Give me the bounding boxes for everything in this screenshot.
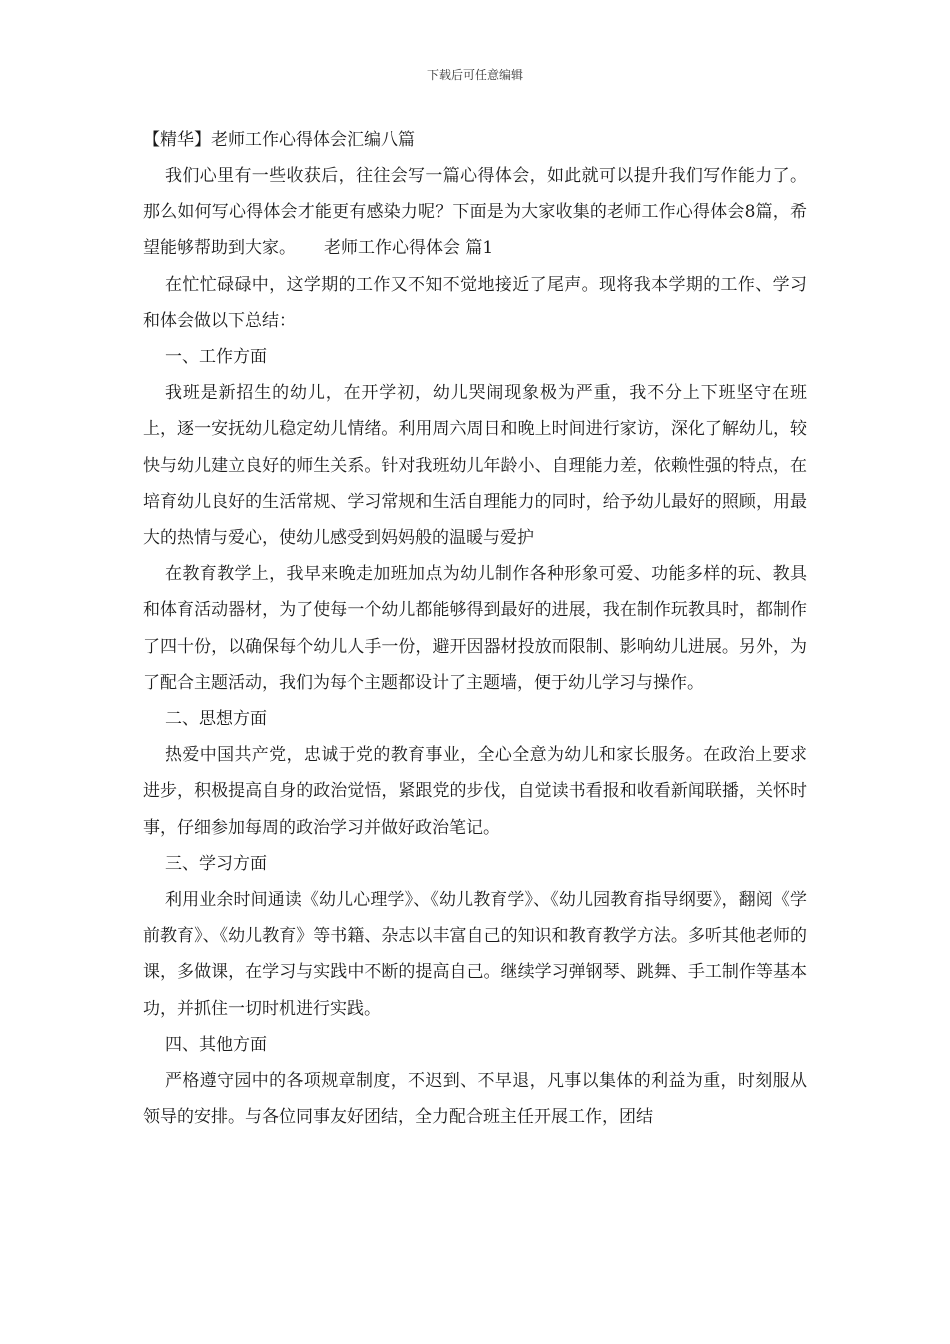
paragraph-1: 在忙忙碌碌中，这学期的工作又不知不觉地接近了尾声。现将我本学期的工作、学习和体会做以下总结： <box>143 274 807 331</box>
heading-thought: 二、思想方面 <box>165 709 267 730</box>
paragraph-5: 利用业余时间通读《幼儿心理学》、《幼儿教育学》、《幼儿园教育指导纲要》，翻阅《学前教育》、《幼儿教育》等书籍、杂志以丰富自己的知识和教育教学方法。多听其他老师的课，多做课，在学习与实践中不断的提高自己。继续学习弹钢琴、跳舞、手工制作等基本功，并抓住一切时机进行实践。 <box>143 890 807 1019</box>
document-title: 【精华】老师工作心得体会汇编八篇 <box>143 130 415 150</box>
paragraph-4: 热爱中国共产党，忠诚于党的教育事业，全心全意为幼儿和家长服务。在政治上要求进步，积极提高自身的政治觉悟，紧跟党的步伐，自觉读书看报和收看新闻联播，关怀时事，仔细参加每周的政治学习并做好政治笔记。 <box>143 745 807 838</box>
page-header: 下载后可任意编辑 <box>426 68 523 82</box>
paragraph-2: 我班是新招生的幼儿，在开学初，幼儿哭闹现象极为严重，我不分上下班坚守在班上，逐一安抚幼儿稳定幼儿情绪。利用周六周日和晚上时间进行家访，深化了解幼儿，较快与幼儿建立良好的师生关系。针对我班幼儿年龄小、自理能力差，依赖性强的特点，在培育幼儿良好的生活常规、学习常规和生活自理能力的同时，给予幼儿最好的照顾，用最大的热情与爱心，使幼儿感受到妈妈般的温暖与爱护 <box>143 383 807 549</box>
heading-study: 三、学习方面 <box>165 853 267 874</box>
document-body <box>143 122 807 1135</box>
intro-text: 我们心里有一些收获后，往往会写一篇心得体会，如此就可以提升我们写作能力了。那么如何写心得体会才能更有感染力呢？下面是为大家收集的老师工作心得体会8篇，希望能够帮助到大家。 <box>143 166 807 259</box>
heading-other: 四、其他方面 <box>165 1034 267 1055</box>
heading-work: 一、工作方面 <box>165 347 267 368</box>
paragraph-3: 在教育教学上，我早来晚走加班加点为幼儿制作各种形象可爱、功能多样的玩、教具和体育活动器材，为了使每一个幼儿都能够得到最好的进展，我在制作玩教具时，都制作了四十份，以确保每个幼儿人手一份，避开因器材投放而限制、影响幼儿进展。另外，为了配合主题活动，我们为每个主题都设计了主题墙，便于幼儿学习与操作。 <box>143 564 807 693</box>
intro-paragraph <box>143 158 807 267</box>
section-title: 老师工作心得体会 篇1 <box>324 238 494 259</box>
paragraph-6: 严格遵守园中的各项规章制度，不迟到、不早退，凡事以集体的利益为重，时刻服从领导的安排。与各位同事友好团结，全力配合班主任开展工作，团结 <box>143 1071 807 1128</box>
